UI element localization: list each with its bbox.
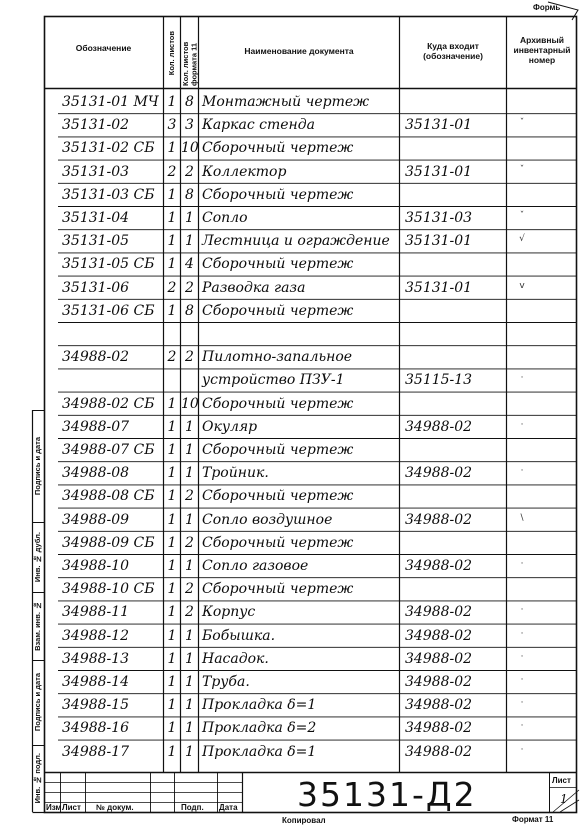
row-designation: 35131-06 СБ [62, 302, 155, 319]
row-sheet-count-a4: 1 [185, 697, 194, 714]
row-doc-name: Сопло газовое [202, 558, 309, 574]
table-row [44, 183, 577, 206]
row-archive-mark: · [520, 373, 524, 384]
row-where-used: 34988-02 [405, 511, 473, 528]
row-where-used: 34988-02 [405, 743, 473, 760]
row-sheet-count-a4: 3 [185, 117, 194, 134]
row-where-used: 34988-02 [405, 418, 473, 435]
row-sheet-count-a4: 1 [185, 720, 194, 737]
table-row [44, 647, 577, 670]
row-sheet-count-a4: 10 [181, 140, 199, 157]
row-sheet-count: 2 [167, 163, 177, 180]
row-where-used: 35131-01 [405, 279, 473, 296]
row-sheet-count: 1 [167, 534, 177, 551]
row-designation: 35131-02 [62, 117, 130, 134]
row-where-used: 34988-02 [405, 697, 473, 714]
row-doc-name: Разводка газа [202, 279, 306, 296]
row-archive-mark: · [520, 675, 524, 685]
row-sheet-count-a4: 1 [185, 511, 194, 528]
table-row [44, 368, 577, 391]
row-sheet-count: 1 [167, 674, 177, 690]
row-doc-name: Сопло воздушное [202, 511, 333, 528]
footer-copied: Копировал [282, 816, 326, 825]
row-sheet-count-a4: 1 [185, 650, 194, 667]
table-row [44, 577, 577, 600]
row-doc-name: Корпус [202, 604, 256, 621]
side-inv-duplicate: Инв. № дубл. [33, 531, 43, 583]
row-sheet-count-a4: 2 [185, 581, 194, 598]
table-row [44, 508, 577, 531]
row-sheet-count: 1 [167, 442, 177, 458]
table-row [44, 252, 577, 275]
row-where-used: 35131-03 [405, 210, 473, 226]
table-row [44, 299, 577, 322]
row-designation: 34988-07 СБ [62, 442, 155, 458]
row-designation: 35131-04 [62, 210, 130, 226]
row-sheet-count-a4: 1 [185, 558, 194, 574]
header-sheet-count: Кол. листов [166, 30, 176, 76]
row-designation: 35131-02 СБ [62, 140, 155, 157]
row-sheet-count: 1 [167, 418, 177, 435]
row-doc-name: Сборочный чертеж [202, 302, 354, 319]
row-where-used: 35131-01 [405, 163, 473, 180]
row-archive-mark: · [520, 744, 524, 755]
table-row [44, 90, 577, 113]
table-row [44, 600, 577, 623]
row-designation: 34988-17 [62, 743, 130, 760]
row-archive-mark: · [520, 559, 524, 569]
row-doc-name: Бобышка. [202, 627, 276, 644]
row-doc-name: Труба. [202, 674, 250, 690]
row-archive-mark: ˇ [519, 118, 525, 129]
row-designation: 35131-05 [62, 233, 130, 250]
side-signature-date-1: Подпись и дата [33, 673, 43, 732]
table-row [44, 624, 577, 647]
row-sheet-count: 1 [167, 256, 177, 273]
header-sheet-count-a4-cell [181, 18, 198, 88]
row-sheet-count-a4: 2 [185, 604, 194, 621]
row-designation: 35131-01 МЧ [62, 94, 159, 110]
header-doc-name: Наименование документа [244, 46, 354, 56]
side-replace-inv: Взам. инв. № [33, 601, 43, 651]
side-inv-duplicate-cell [33, 522, 44, 592]
row-sheet-count-a4: 2 [185, 349, 194, 366]
row-sheet-count: 1 [167, 488, 177, 505]
table-row [44, 276, 577, 299]
header-designation: Обозначение [75, 43, 132, 53]
table-row [44, 160, 577, 183]
side-signature-date-2: Подпись и дата [33, 436, 43, 496]
row-doc-name: Сборочный чертеж [202, 186, 354, 203]
row-where-used: 35115-13 [405, 372, 473, 389]
table-row [44, 322, 577, 345]
table-row [44, 693, 577, 716]
table-row [44, 136, 577, 159]
row-doc-name: Сборочный чертеж [202, 395, 354, 412]
row-sheet-count-a4: 1 [185, 674, 194, 690]
row-designation: 34988-14 [62, 674, 130, 690]
table-row [44, 670, 577, 693]
row-doc-name: Окуляр [202, 418, 258, 435]
table-row [44, 229, 577, 252]
row-doc-name: Лестница и ограждение [202, 233, 390, 250]
table-row [44, 206, 577, 229]
title-col-izm: Изм [46, 803, 62, 812]
side-inv-original-cell [33, 745, 44, 812]
row-where-used: 34988-02 [405, 720, 473, 737]
format-corner-label: Формь [533, 3, 561, 12]
row-designation: 34988-09 СБ [62, 534, 155, 551]
row-sheet-count: 1 [167, 302, 177, 319]
header-where-used: Куда входит (обозначение) [423, 41, 483, 61]
side-inv-original: Инв. № подл. [33, 753, 43, 804]
title-col-date: Дата [219, 803, 238, 812]
row-doc-name: устройство ПЗУ-1 [202, 372, 345, 389]
row-archive-mark: \ [520, 512, 524, 523]
row-archive-mark: ˇ [519, 164, 525, 175]
row-doc-name: Сборочный чертеж [202, 581, 354, 598]
header-sheet-count-a4: Кол. листов формата 11 [180, 41, 198, 86]
title-col-list: Лист [62, 803, 81, 812]
row-sheet-count: 2 [167, 279, 177, 296]
row-sheet-count: 1 [167, 604, 177, 621]
row-sheet-count-a4: 1 [185, 442, 194, 458]
table-row [44, 716, 577, 739]
row-sheet-count-a4: 1 [185, 418, 194, 435]
row-archive-mark: · [520, 466, 524, 477]
row-sheet-count-a4: 10 [181, 395, 199, 412]
row-where-used: 34988-02 [405, 674, 473, 690]
row-doc-name: Каркас стенда [202, 117, 315, 134]
row-doc-name: Пилотно-запальное [202, 349, 353, 366]
row-archive-mark: ˇ [519, 211, 525, 221]
row-doc-name: Сборочный чертеж [202, 534, 354, 551]
row-doc-name: Насадок. [202, 650, 269, 667]
row-sheet-count: 1 [167, 743, 177, 760]
row-sheet-count: 1 [167, 395, 177, 412]
row-designation: 34988-10 СБ [62, 581, 155, 598]
row-doc-name: Сборочный чертеж [202, 140, 354, 157]
row-doc-name: Сборочный чертеж [202, 256, 354, 273]
row-where-used: 34988-02 [405, 627, 473, 644]
row-sheet-count-a4: 1 [185, 627, 194, 644]
side-replace-inv-cell [33, 592, 44, 660]
table-row [44, 461, 577, 484]
row-sheet-count-a4: 8 [185, 94, 194, 110]
table-row [44, 740, 577, 763]
row-doc-name: Сборочный чертеж [202, 442, 354, 458]
title-col-sign: Подп. [181, 803, 204, 812]
row-designation: 35131-03 [62, 163, 130, 180]
row-sheet-count: 1 [167, 650, 177, 667]
row-where-used: 35131-01 [405, 233, 473, 250]
row-where-used: 34988-02 [405, 465, 473, 482]
row-sheet-count-a4: 2 [185, 279, 194, 296]
row-archive-mark: · [520, 698, 524, 709]
row-sheet-count-a4: 2 [185, 488, 194, 505]
row-doc-name: Сборочный чертеж [202, 488, 354, 505]
row-sheet-count: 3 [167, 117, 177, 134]
row-doc-name: Коллектор [202, 163, 287, 180]
row-sheet-count: 1 [167, 94, 177, 110]
row-sheet-count: 1 [167, 186, 177, 203]
row-designation: 35131-06 [62, 279, 130, 296]
row-sheet-count-a4: 1 [185, 210, 194, 226]
row-archive-mark: · [520, 721, 524, 732]
row-archive-mark: √ [519, 234, 525, 245]
row-doc-name: Сопло [202, 210, 248, 226]
row-designation: 34988-16 [62, 720, 130, 737]
row-sheet-count-a4: 8 [185, 302, 194, 319]
row-archive-mark: · [520, 628, 524, 639]
document-code: 35131-Д2 [297, 775, 477, 814]
title-sheet-label: Лист [552, 776, 571, 785]
row-sheet-count-a4: 2 [185, 163, 194, 180]
row-sheet-count-a4: 1 [185, 233, 194, 250]
side-signature-date-2-cell [33, 410, 44, 522]
row-sheet-count: 1 [167, 140, 177, 157]
table-row [44, 415, 577, 438]
row-sheet-count-a4: 8 [185, 186, 194, 203]
row-sheet-count-a4: 1 [185, 743, 194, 760]
row-archive-mark: · [520, 605, 524, 616]
footer-format: Формат 11 [512, 815, 554, 824]
row-sheet-count: 1 [167, 720, 177, 737]
row-doc-name: Прокладка δ=2 [202, 720, 317, 737]
row-doc-name: Прокладка δ=1 [202, 743, 317, 760]
row-designation: 35131-05 СБ [62, 256, 155, 273]
row-archive-mark: · [520, 651, 524, 662]
row-doc-name: Прокладка δ=1 [202, 697, 317, 714]
title-col-doc: № докум. [96, 803, 134, 812]
row-sheet-count: 1 [167, 581, 177, 598]
row-sheet-count: 1 [167, 465, 177, 482]
row-where-used: 34988-02 [405, 650, 473, 667]
row-designation: 34988-08 [62, 465, 130, 482]
row-sheet-count: 1 [167, 511, 177, 528]
row-sheet-count-a4: 1 [185, 465, 194, 482]
row-designation: 34988-09 [62, 511, 130, 528]
table-row [44, 392, 577, 415]
header-sheet-count-cell [164, 18, 180, 88]
row-sheet-count: 1 [167, 558, 177, 574]
row-where-used: 35131-01 [405, 117, 473, 134]
row-designation: 35131-03 СБ [62, 186, 155, 203]
row-designation: 34988-02 [62, 349, 130, 366]
row-where-used: 34988-02 [405, 604, 473, 621]
row-designation: 34988-11 [62, 604, 130, 621]
header-archive-no: Архивный инвентарный номер [513, 35, 571, 65]
row-designation: 34988-08 СБ [62, 488, 155, 505]
title-sheet-number: 1 [560, 792, 568, 806]
row-designation: 34988-15 [62, 697, 130, 714]
row-sheet-count-a4: 4 [185, 256, 194, 273]
table-row [44, 484, 577, 507]
row-sheet-count: 1 [167, 697, 177, 714]
row-archive-mark: · [520, 419, 524, 430]
row-doc-name: Тройник. [202, 465, 269, 482]
row-where-used: 34988-02 [405, 558, 473, 574]
row-designation: 34988-13 [62, 650, 130, 667]
row-doc-name: Монтажный чертеж [202, 94, 370, 110]
table-row [44, 531, 577, 554]
row-sheet-count: 1 [167, 627, 177, 644]
row-sheet-count-a4: 2 [185, 534, 194, 551]
row-archive-mark: v [519, 280, 525, 291]
row-designation: 34988-02 СБ [62, 395, 155, 412]
row-designation: 34988-07 [62, 418, 130, 435]
table-row [44, 113, 577, 136]
table-row [44, 554, 577, 577]
table-row [44, 438, 577, 461]
table-row [44, 345, 577, 368]
side-signature-date-1-cell [33, 660, 44, 745]
row-designation: 34988-10 [62, 558, 130, 574]
row-sheet-count: 2 [167, 349, 177, 366]
row-sheet-count: 1 [167, 210, 177, 226]
row-sheet-count: 1 [167, 233, 177, 250]
row-designation: 34988-12 [62, 627, 130, 644]
